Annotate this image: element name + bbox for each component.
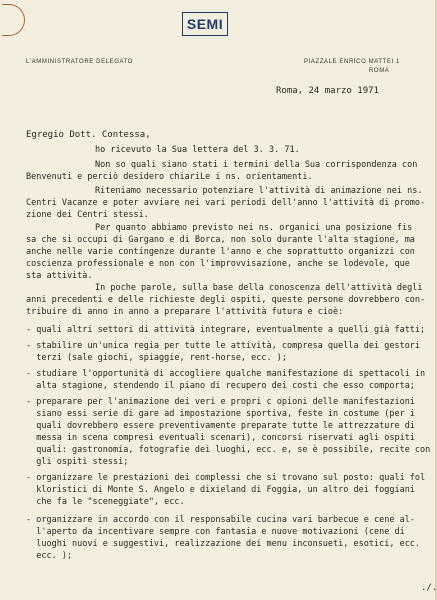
semi-logo: SEMI	[182, 12, 228, 36]
sender-title: L'AMMINISTRATORE DELEGATO	[26, 59, 134, 65]
salutation: Egregio Dott. Contessa,	[26, 130, 151, 140]
body-line: anni precedenti e delle richieste degli ospiti, queste persone dovrebbero con-	[26, 295, 426, 305]
body-line: anche nelle varie contingenze durante l'anno e che soprattutto organizzi con	[26, 247, 415, 257]
body-line: In poche parole, sulla base della conoscenza dell'attività degli	[95, 283, 423, 293]
bullet-line: siano essi serie di gare ad impostazione sportiva, feste in costume (per i	[26, 409, 415, 419]
body-line: sa che si occupi di Gargano e di Borca, non solo durante l'alta stagione, ma	[26, 235, 415, 245]
bullet-line: - organizzare in accordo con il responsabile cucina vari barbecue e cene al-	[26, 515, 415, 525]
bullet-line: - organizzare le prestazioni dei complessi che si trovano sul posto: quali fol	[26, 473, 426, 483]
bullet-line: - preparare per l'animazione dei veri e propri c opioni delle manifestazioni	[26, 397, 415, 407]
letter-date: Roma, 24 marzo 1971	[276, 86, 379, 96]
body-line: Non so quali siano stati i termini della Sua corrispondenza con	[95, 160, 418, 170]
body-line: Riteniamo necessario potenziare l'attività di animazione nei ns.	[95, 186, 423, 196]
bullet-line: messa in scena compresi eventuali scenari), concorsi riservati agli ospiti	[26, 433, 415, 443]
bullet-line: l'aperto da incentivare sempre con fantasia e nuove motivazioni (cene di	[26, 527, 405, 537]
bullet-line: ecc. );	[26, 551, 73, 561]
body-line: ho ricevuto la Sua lettera del 3. 3. 71.	[95, 145, 300, 155]
continuation-mark: ./.	[421, 583, 437, 593]
bullet-line: - quali altri settori di attività integrare, eventualmente a quelli già fatti;	[26, 325, 426, 335]
body-line: Benvenuti e perciò desidero chiariLe i ns. orientamenti.	[26, 172, 313, 182]
bullet-line: luoghi nuovi e suggestivi, realizzazione dei menu inconsueti, esotici, ecc.	[26, 539, 421, 549]
bullet-line: quali: gastronomia, fotografie dei luoghi, ecc. e, se è possibile, recite con	[26, 445, 431, 455]
bullet-line: che fa le "sceneggiate", ecc.	[26, 497, 185, 507]
bullet-line: kloristici di Monte S. Angelo e dixieland di Foggia, un altro dei foggiani	[26, 485, 415, 495]
body-line: sta attività.	[26, 271, 93, 281]
punch-hole-mark	[2, 4, 25, 36]
bullet-line: - stabilire un'unica regia per tutte le attività, compresa quella dei gestori	[26, 341, 421, 351]
sender-city: ROMA	[369, 68, 390, 74]
body-line: Per quanto abbiamo previsto nei ns. organici una posizione fis	[95, 223, 413, 233]
bullet-line: gli ospiti stessi;	[26, 457, 129, 467]
body-line: zione dei Centri stessi.	[26, 210, 149, 220]
bullet-line: quali dovrebbero essere preventivamente preparate tutte le attrezzature di	[26, 421, 415, 431]
sender-address: PIAZZALE ENRICO MATTEI 1	[304, 59, 400, 65]
body-line: Centri Vacanze e poter avviare nei vari periodi dell'anno l'attività di promo-	[26, 198, 426, 208]
body-line: coscienza professionale e non con l'improvvisazione, anche se lodevole, que	[26, 259, 410, 269]
bullet-line: alta stagione, stendendo il piano di recupero dei costi che esso comporta;	[26, 381, 415, 391]
bullet-line: terzi (sale giochi, spiaggie, rent-horse, ecc. );	[26, 353, 287, 363]
body-line: tribuire di anno in anno a preparare l'attività futura e cioè:	[26, 307, 344, 317]
bullet-line: - studiare l'opportunità di accogliere qualche manifestazione di spettacoli in	[26, 369, 426, 379]
